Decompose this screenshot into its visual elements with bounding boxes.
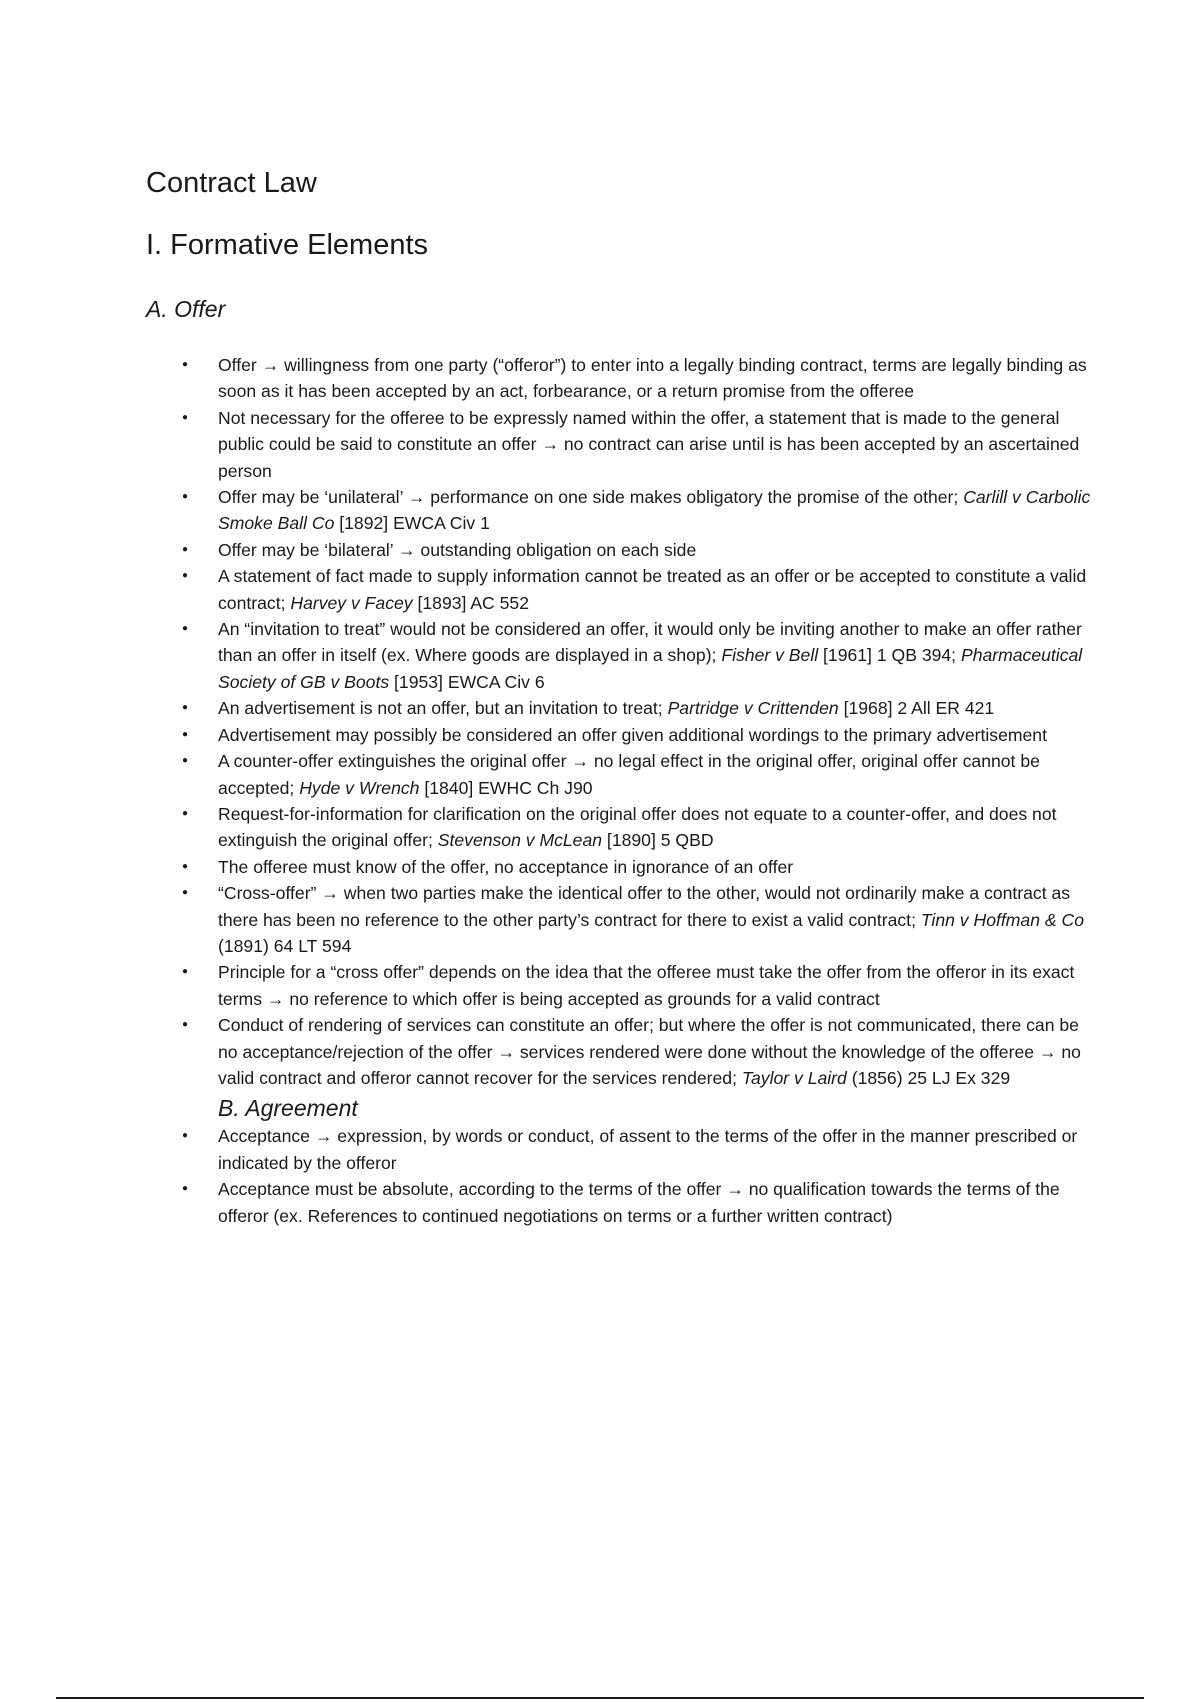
list-item: ● Offer may be ‘unilateral’ → performance on one side makes obligatory the promise of the other; Carlill v Carbolic Smoke Ball Co [1892] EWCA Civ 1 (182, 484, 1092, 537)
case-name: Fisher v Bell (721, 645, 819, 666)
list-item: ● Conduct of rendering of services can constitute an offer; but where the offer is not communicated, there can be no acceptance/rejection of the offer → services rendered were done without the knowledge of the offeree → no valid contract and offeror cannot recover for the services rendered; Taylor v Laird (1856) 25 LJ Ex 329 (182, 1012, 1092, 1091)
list-item: ● Principle for a “cross offer” depends on the idea that the offeree must take the offer from the offeror in its exact terms → no reference to which offer is being accepted as grounds for a valid contract (182, 959, 1092, 1012)
subsection-heading-offer: A. Offer (146, 296, 226, 322)
case-name: Pharmaceutical Society of GB v Boots (218, 645, 1083, 692)
case-citation: [1961] 1 QB 394; (818, 645, 961, 666)
case-citation: (1856) 25 LJ Ex 329 (846, 1067, 1011, 1088)
case-name: Hyde v Wrench (299, 777, 420, 798)
page-bottom-rule (56, 1697, 1144, 1699)
section-heading: I. Formative Elements (146, 229, 429, 261)
case-citation: [1953] EWCA Civ 6 (389, 671, 545, 692)
case-citation: (1891) 64 LT 594 (218, 935, 352, 956)
list-item: ● Offer → willingness from one party (“offeror”) to enter into a legally binding contract, terms are legally binding as soon as it has been accepted by an act, forbearance, or a return promise from the offeree (182, 352, 1092, 405)
case-citation: [1893] AC 552 (412, 592, 529, 613)
case-name: Stevenson v McLean (437, 830, 603, 851)
list-item: ● Acceptance must be absolute, according to the terms of the offer → no qualification towards the terms of the offeror (ex. References to continued negotiations on terms or a further written contract) (182, 1176, 1092, 1229)
case-citation: [1892] EWCA Civ 1 (334, 513, 490, 534)
case-name: Tinn v Hoffman & Co (920, 909, 1084, 930)
list-item: ● Request-for-information for clarification on the original offer does not equate to a counter-offer, and does not extinguish the original offer; Stevenson v McLean [1890] 5 QBD (182, 801, 1092, 854)
case-name: Taylor v Laird (741, 1067, 847, 1088)
list-item: ● The offeree must know of the offer, no acceptance in ignorance of an offer (182, 854, 1092, 880)
subsection-heading-agreement: B. Agreement (218, 1095, 358, 1122)
bullet-list (182, 352, 1092, 1229)
list-item: ● Acceptance → expression, by words or conduct, of assent to the terms of the offer in the manner prescribed or indicated by the offeror (182, 1123, 1092, 1176)
list-item: ● Not necessary for the offeree to be expressly named within the offer, a statement that is made to the general public could be said to constitute an offer → no contract can arise until is has been accepted by an ascertained person (182, 405, 1092, 484)
case-citation: [1890] 5 QBD (602, 830, 714, 851)
list-item: ● Offer may be ‘bilateral’ → outstanding obligation on each side (182, 537, 1092, 563)
list-item: ● A counter-offer extinguishes the original offer → no legal effect in the original offer, original offer cannot be accepted; Hyde v Wrench [1840] EWHC Ch J90 (182, 748, 1092, 801)
case-name: Partridge v Crittenden (667, 698, 839, 719)
list-item: ● “Cross-offer” → when two parties make the identical offer to the other, would not ordinarily make a contract as there has been no reference to the other party’s contract for there to exist a valid contract; Tinn v Hoffman & Co (1891) 64 LT 594 (182, 880, 1092, 959)
case-name: Harvey v Facey (290, 592, 413, 613)
case-citation: [1840] EWHC Ch J90 (419, 777, 593, 798)
list-item: ● A statement of fact made to supply information cannot be treated as an offer or be accepted to constitute a valid contract; Harvey v Facey [1893] AC 552 (182, 563, 1092, 616)
case-citation: [1968] 2 All ER 421 (838, 698, 995, 719)
list-item: ● An advertisement is not an offer, but an invitation to treat; Partridge v Crittenden [1968] 2 All ER 421 (182, 695, 1092, 721)
list-item: ● An “invitation to treat” would not be considered an offer, it would only be inviting another to make an offer rather than an offer in itself (ex. Where goods are displayed in a shop); Fisher v Bell [1961] 1 QB 394; Pharmaceutical Society of GB v Boots [1953] EWCA Civ 6 (182, 616, 1092, 695)
case-name: Carlill v Carbolic Smoke Ball Co (218, 487, 1091, 534)
list-item: ● Advertisement may possibly be considered an offer given additional wordings to the primary advertisement (182, 722, 1092, 748)
document-title: Contract Law (146, 167, 317, 199)
